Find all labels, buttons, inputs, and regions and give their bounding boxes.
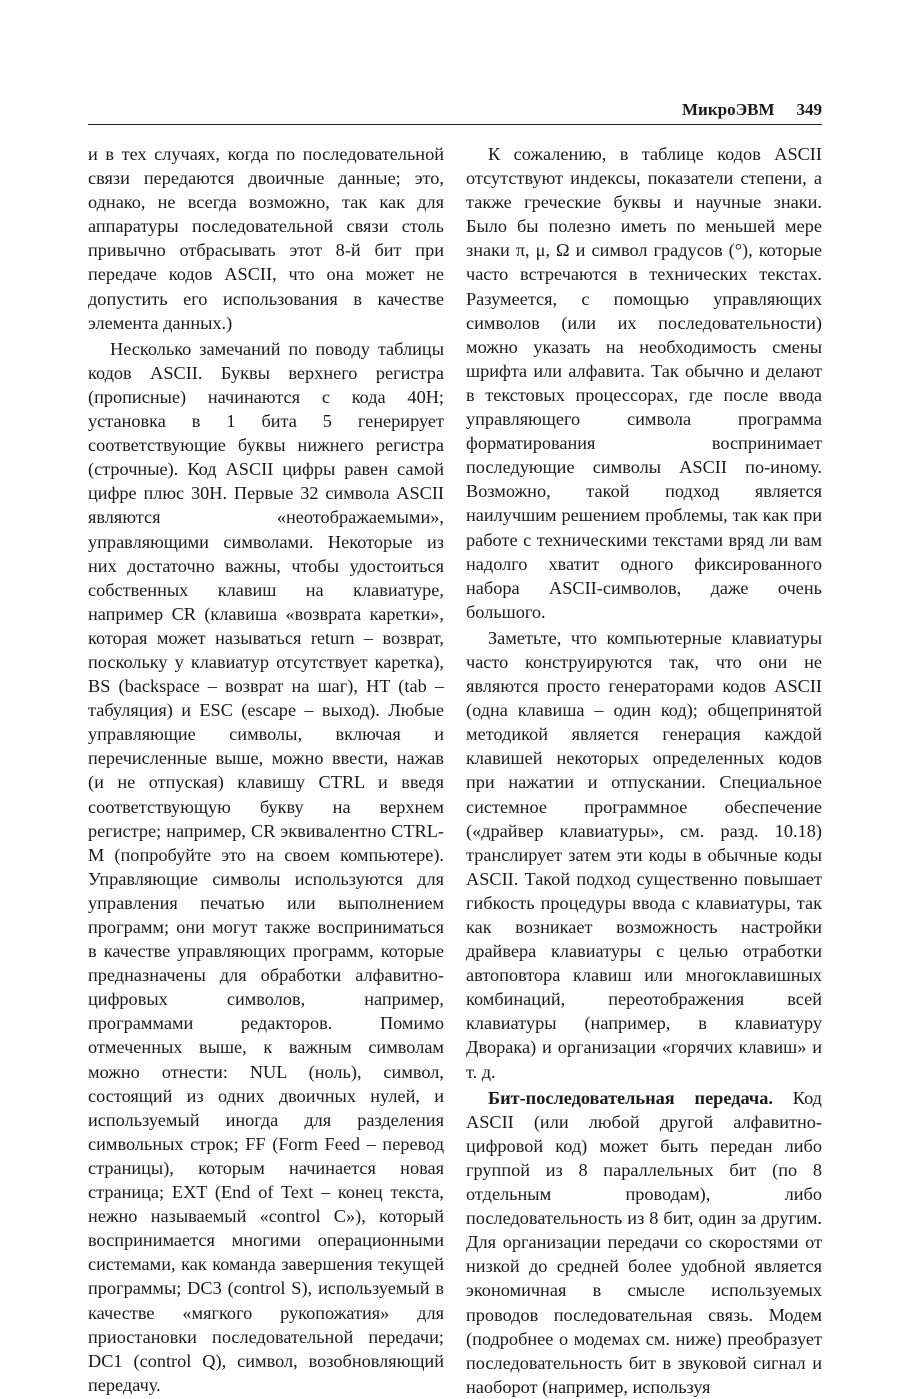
header-rule (88, 124, 822, 125)
paragraph-ascii-limitations: К сожалению, в таблице кодов ASCII отсутствуют индексы, показатели степени, а также греческие буквы и научные знаки. Было бы полезно иметь по меньшей мере знаки π, μ, Ω и символ градусов (°), которые часто встречаются в технических текстах. Разумеется, с помощью управляющих символов (или их последовательности) можно указать на необходимость смены шрифта или алфавита. Так обычно и делают в текстовых процессорах, где после ввода управляющего символа программа форматирования воспринимает последующие символы ASCII по-иному. Возможно, такой подход является наилучшим решением проблемы, так как при работе с техническими текстами вряд ли вам надолго хватит одного фиксированного набора ASCII-символов, даже очень большого. (466, 144, 822, 622)
paragraph-keyboards: Заметьте, что компьютерные клавиатуры часто конструируются так, что они не являются просто генераторами кодов ASCII (одна клавиша – один код); общепринятой методикой является генерация каждой клавишей некоторых определенных кодов при нажатии и отпускании. Специальное системное программное обеспечение («драйвер клавиатуры», см. разд. 10.18) транслирует затем эти коды в обычные коды ASCII. Такой подход существенно повышает гибкость процедуры ввода с клавиатуры, так как возникает возможность настройки драйвера клавиатуры с целью отработки автоповтора клавиш или многоклавишных комбинаций, переотображения всей клавиатуры (например, в клавиатуру Дворака) и организации «горячих клавиш» и т. д. (466, 627, 822, 1082)
section-run-in-heading: Бит-последовательная передача. (488, 1087, 773, 1108)
page-number: 349 (796, 100, 822, 119)
section-body: Код ASCII (или любой другой алфавитно-цифровой код) может быть передан либо группой из 8 параллельных бит (по 8 отдельным проводам), либо последовательность из 8 бит, один за другим. Для организации передачи со скоростями от низкой до средней более удобной является экономичная в смысле используемых проводов последовательная связь. Модем (подробнее о модемах см. ниже) преобразует последовательность бит в звуковой сигнал и наоборот (например, используя (466, 1087, 822, 1397)
running-title: МикроЭВМ (681, 100, 775, 119)
paragraph-bit-serial (466, 1086, 822, 1399)
left-column (88, 142, 444, 1397)
paragraph-continuation: и в тех случаях, когда по последовательной связи передаются двоичные данные; это, однако, не всегда возможно, так как для аппаратуры последовательной связи столь привычно отбрасывать этот 8-й бит при передаче кодов ASCII, что она может не допустить его использования в качестве элемента данных.) (88, 144, 444, 333)
paragraph-ascii-notes: Несколько замечаний по поводу таблицы кодов ASCII. Буквы верхнего регистра (прописные) начинаются с кода 40H; установка в 1 бита 5 генерирует соответствующие буквы нижнего регистра (строчные). Код ASCII цифры равен самой цифре плюс 30H. Первые 32 символа ASCII являются «неотображаемыми», управляющими символами. Некоторые из них достаточно важны, чтобы удостоиться собственных клавиш на клавиатуре, например CR (клавиша «возврата каретки», которая может называться return – возврат, поскольку у клавиатур отсутствует каретка), BS (backspace – возврат на шаг), HT (tab – табуляция) и ESC (escape – выход). Любые управляющие символы, включая и перечисленные выше, можно ввести, нажав (и не отпуская) клавишу CTRL и введя соответствующую букву на верхнем регистре; например, CR эквивалентно CTRL-M (попробуйте это на своем компьютере). Управляющие символы используются для управления печатью или выполнением программ; они могут также восприниматься в качестве управляющих программ, которые предназначены для обработки алфавитно-цифровых символов, например, программами редакторов. Помимо отмеченных выше, к важным символам можно отнести: NUL (ноль), символ, состоящий из одних двоичных нулей, и используемый иногда для разделения символьных строк; FF (Form Feed – перевод страницы), которым начинается новая страница; EXT (End of Text – конец текста, нежно называемый «control C»), который воспринимается многими операционными системами, как команда завершения текущей программы; DC3 (control S), используемый в качестве «мягкого рукопожатия» для приостановки последовательной передачи; DC1 (control Q), символ, возобновляющий передачу. (88, 338, 444, 1395)
running-head (88, 100, 822, 120)
right-column (466, 142, 822, 1399)
